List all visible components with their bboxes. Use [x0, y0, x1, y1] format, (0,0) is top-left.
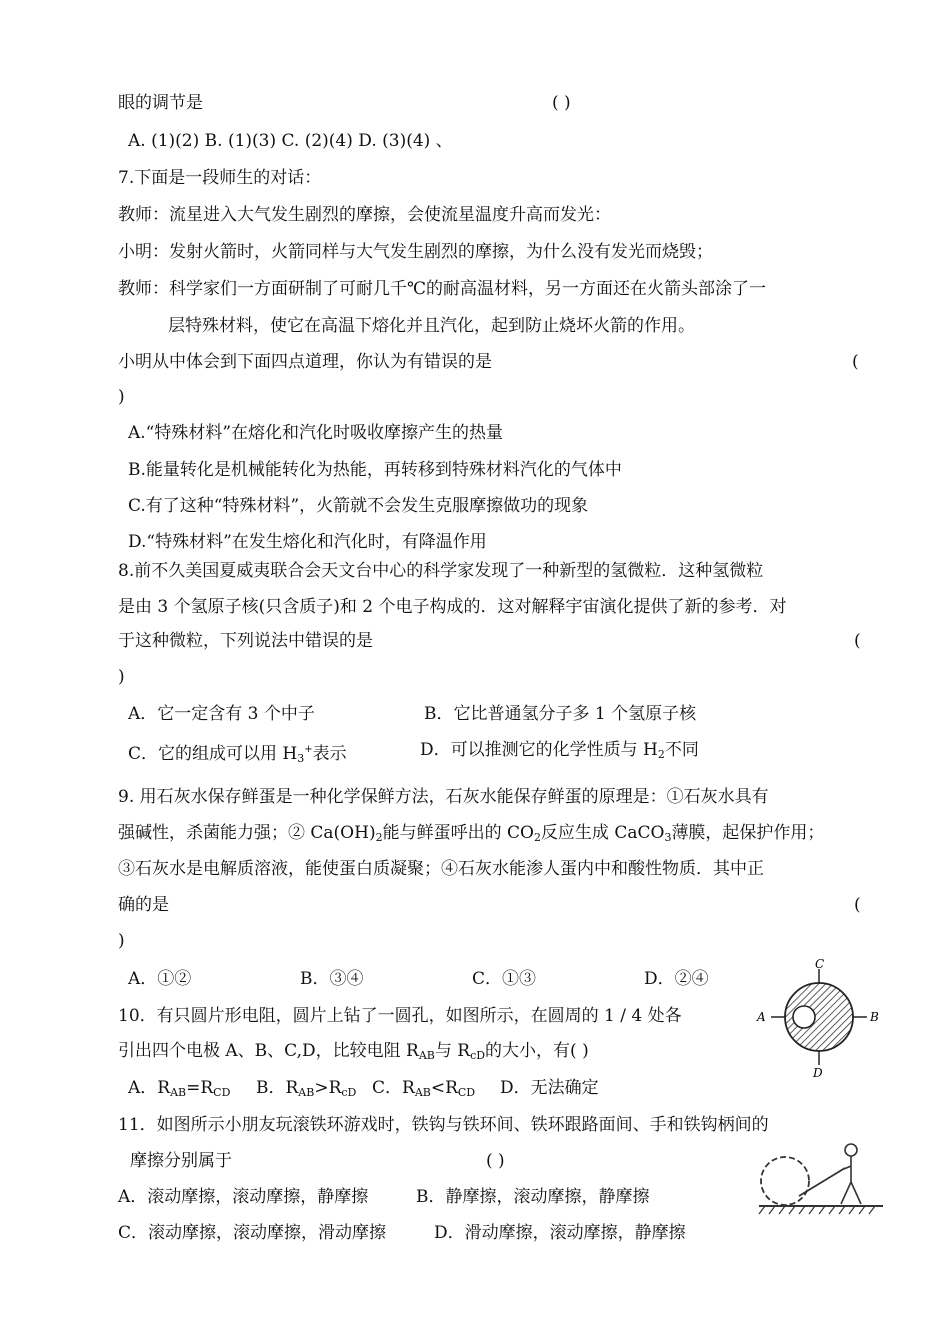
disc-hole	[793, 1006, 815, 1028]
q7-student-line: 小明：发射火箭时，火箭同样与大气发生剧烈的摩擦，为什么没有发光而烧毁；	[118, 242, 713, 262]
q9-line-4: 确的是	[118, 895, 169, 915]
q11-option-c: C．滚动摩擦，滚动摩擦，滑动摩擦	[118, 1223, 387, 1243]
q9-paren-close: )	[118, 931, 125, 951]
q9-option-b: B．③④	[300, 969, 364, 989]
q9-line-2: 强碱性，杀菌能力强；② $Ca(OH)_2$能与鲜蛋呼出的 $CO_2$反应生成 CaCO$_3$薄膜，起保护作用；	[118, 823, 825, 844]
q9-line-3: ③石灰水是电解质溶液，能使蛋白质凝聚；④石灰水能渗人蛋内中和酸性物质．其中正	[118, 859, 764, 879]
q10-line-2: 引出四个电极 A、B、C,D，比较电阻 $R_{AB}$与 $R_{cD}$的大小，有( )	[118, 1041, 589, 1062]
label-c: C	[815, 957, 825, 971]
q8-paren-close: )	[118, 667, 125, 687]
child-head	[845, 1144, 857, 1156]
label-a: A	[757, 1010, 766, 1024]
q7-option-d: D.“特殊材料”在发生熔化和汽化时，有降温作用	[128, 532, 487, 552]
ground-hatch	[759, 1206, 875, 1214]
q11-answer-paren: ( )	[486, 1151, 505, 1171]
disc-resistor-figure	[755, 955, 885, 1080]
q8-option-b: B．它比普通氢分子多 1 个氢原子核	[424, 704, 697, 724]
q7-option-c: C.有了这种“特殊材料”，火箭就不会发生克服摩擦做功的现象	[128, 496, 589, 516]
q8-line-1: 8.前不久美国夏威夷联合会天文台中心的科学家发现了一种新型的氢微粒．这种氢微粒	[118, 561, 764, 581]
q8-option-d: D．可以推测它的化学性质与 $H_2$不同	[420, 740, 699, 761]
q8-option-a: A．它一定含有 3 个中子	[128, 704, 315, 724]
q7-question: 小明从中体会到下面四点道理，你认为有错误的是	[118, 352, 492, 372]
q7-intro: 7.下面是一段师生的对话：	[118, 168, 322, 188]
q7-option-b: B.能量转化是机械能转化为热能，再转移到特殊材料汽化的气体中	[128, 460, 622, 480]
q10-option-c: C．$R_{AB}<R_{CD}$	[372, 1078, 476, 1099]
q9-line-1: 9. 用石灰水保存鲜蛋是一种化学保鲜方法，石灰水能保存鲜蛋的原理是：①石灰水具有	[118, 787, 769, 807]
label-d: D	[813, 1066, 823, 1080]
q10-option-d: D．无法确定	[500, 1078, 599, 1098]
label-b: B	[870, 1010, 879, 1024]
q9-option-d: D．②④	[644, 969, 709, 989]
q9-option-a: A．①②	[128, 969, 192, 989]
hook-rod	[799, 1168, 845, 1196]
q10-line-1: 10．有只圆片形电阻，圆片上钻了一圆孔，如图所示，在圆周的 1 / 4 处各	[118, 1006, 682, 1026]
q6-answer-paren: ( )	[552, 93, 571, 113]
q8-paren-open: (	[854, 631, 861, 651]
q8-line-2: 是由 3 个氢原子核(只含质子)和 2 个电子构成的．这对解释宇宙演化提供了新的参考．对	[118, 597, 787, 617]
q7-teacher-line-2: 教师：科学家们一方面研制了可耐几千℃的耐高温材料，另一方面还在火箭头部涂了一	[118, 279, 767, 299]
q10-option-b: B．$R_{AB}>R_{cD}$	[256, 1078, 357, 1099]
q7-option-a: A.“特殊材料”在熔化和汽化时吸收摩擦产生的热量	[128, 423, 504, 443]
q8-line-3: 于这种微粒，下列说法中错误的是	[118, 631, 373, 651]
q11-option-a: A．滚动摩擦，滚动摩擦，静摩擦	[118, 1187, 369, 1207]
q7-teacher-line-3: 层特殊材料，使它在高温下熔化并且汽化，起到防止烧坏火箭的作用。	[168, 316, 695, 336]
q6-options: A. (1)(2) B. (1)(3) C. (2)(4) D. (3)(4) 、	[128, 131, 453, 151]
q7-paren-open: (	[852, 352, 859, 372]
q10-option-a: A．$R_{AB}=R_{CD}$	[128, 1078, 231, 1099]
q11-option-b: B．静摩擦，滚动摩擦，静摩擦	[416, 1187, 650, 1207]
q7-paren-close: )	[118, 387, 125, 407]
hoop-rolling-figure	[755, 1138, 887, 1220]
q8-option-c: C．它的组成可以用 $H_3^+$表示	[128, 744, 347, 765]
q11-line-2: 摩擦分别属于	[130, 1151, 232, 1171]
q11-line-1: 11．如图所示小朋友玩滚铁环游戏时，铁钩与铁环间、铁环跟路面间、手和铁钩柄间的	[118, 1115, 769, 1135]
q9-option-c: C．①③	[472, 969, 537, 989]
q9-paren-open: (	[854, 895, 861, 915]
iron-hoop-shape	[761, 1157, 809, 1205]
q6-line: 眼的调节是	[118, 93, 203, 113]
q11-option-d: D．滑动摩擦，滚动摩擦，静摩擦	[434, 1223, 686, 1243]
q7-teacher-line-1: 教师：流星进入大气发生剧烈的摩擦，会使流星温度升高而发光：	[118, 205, 611, 225]
